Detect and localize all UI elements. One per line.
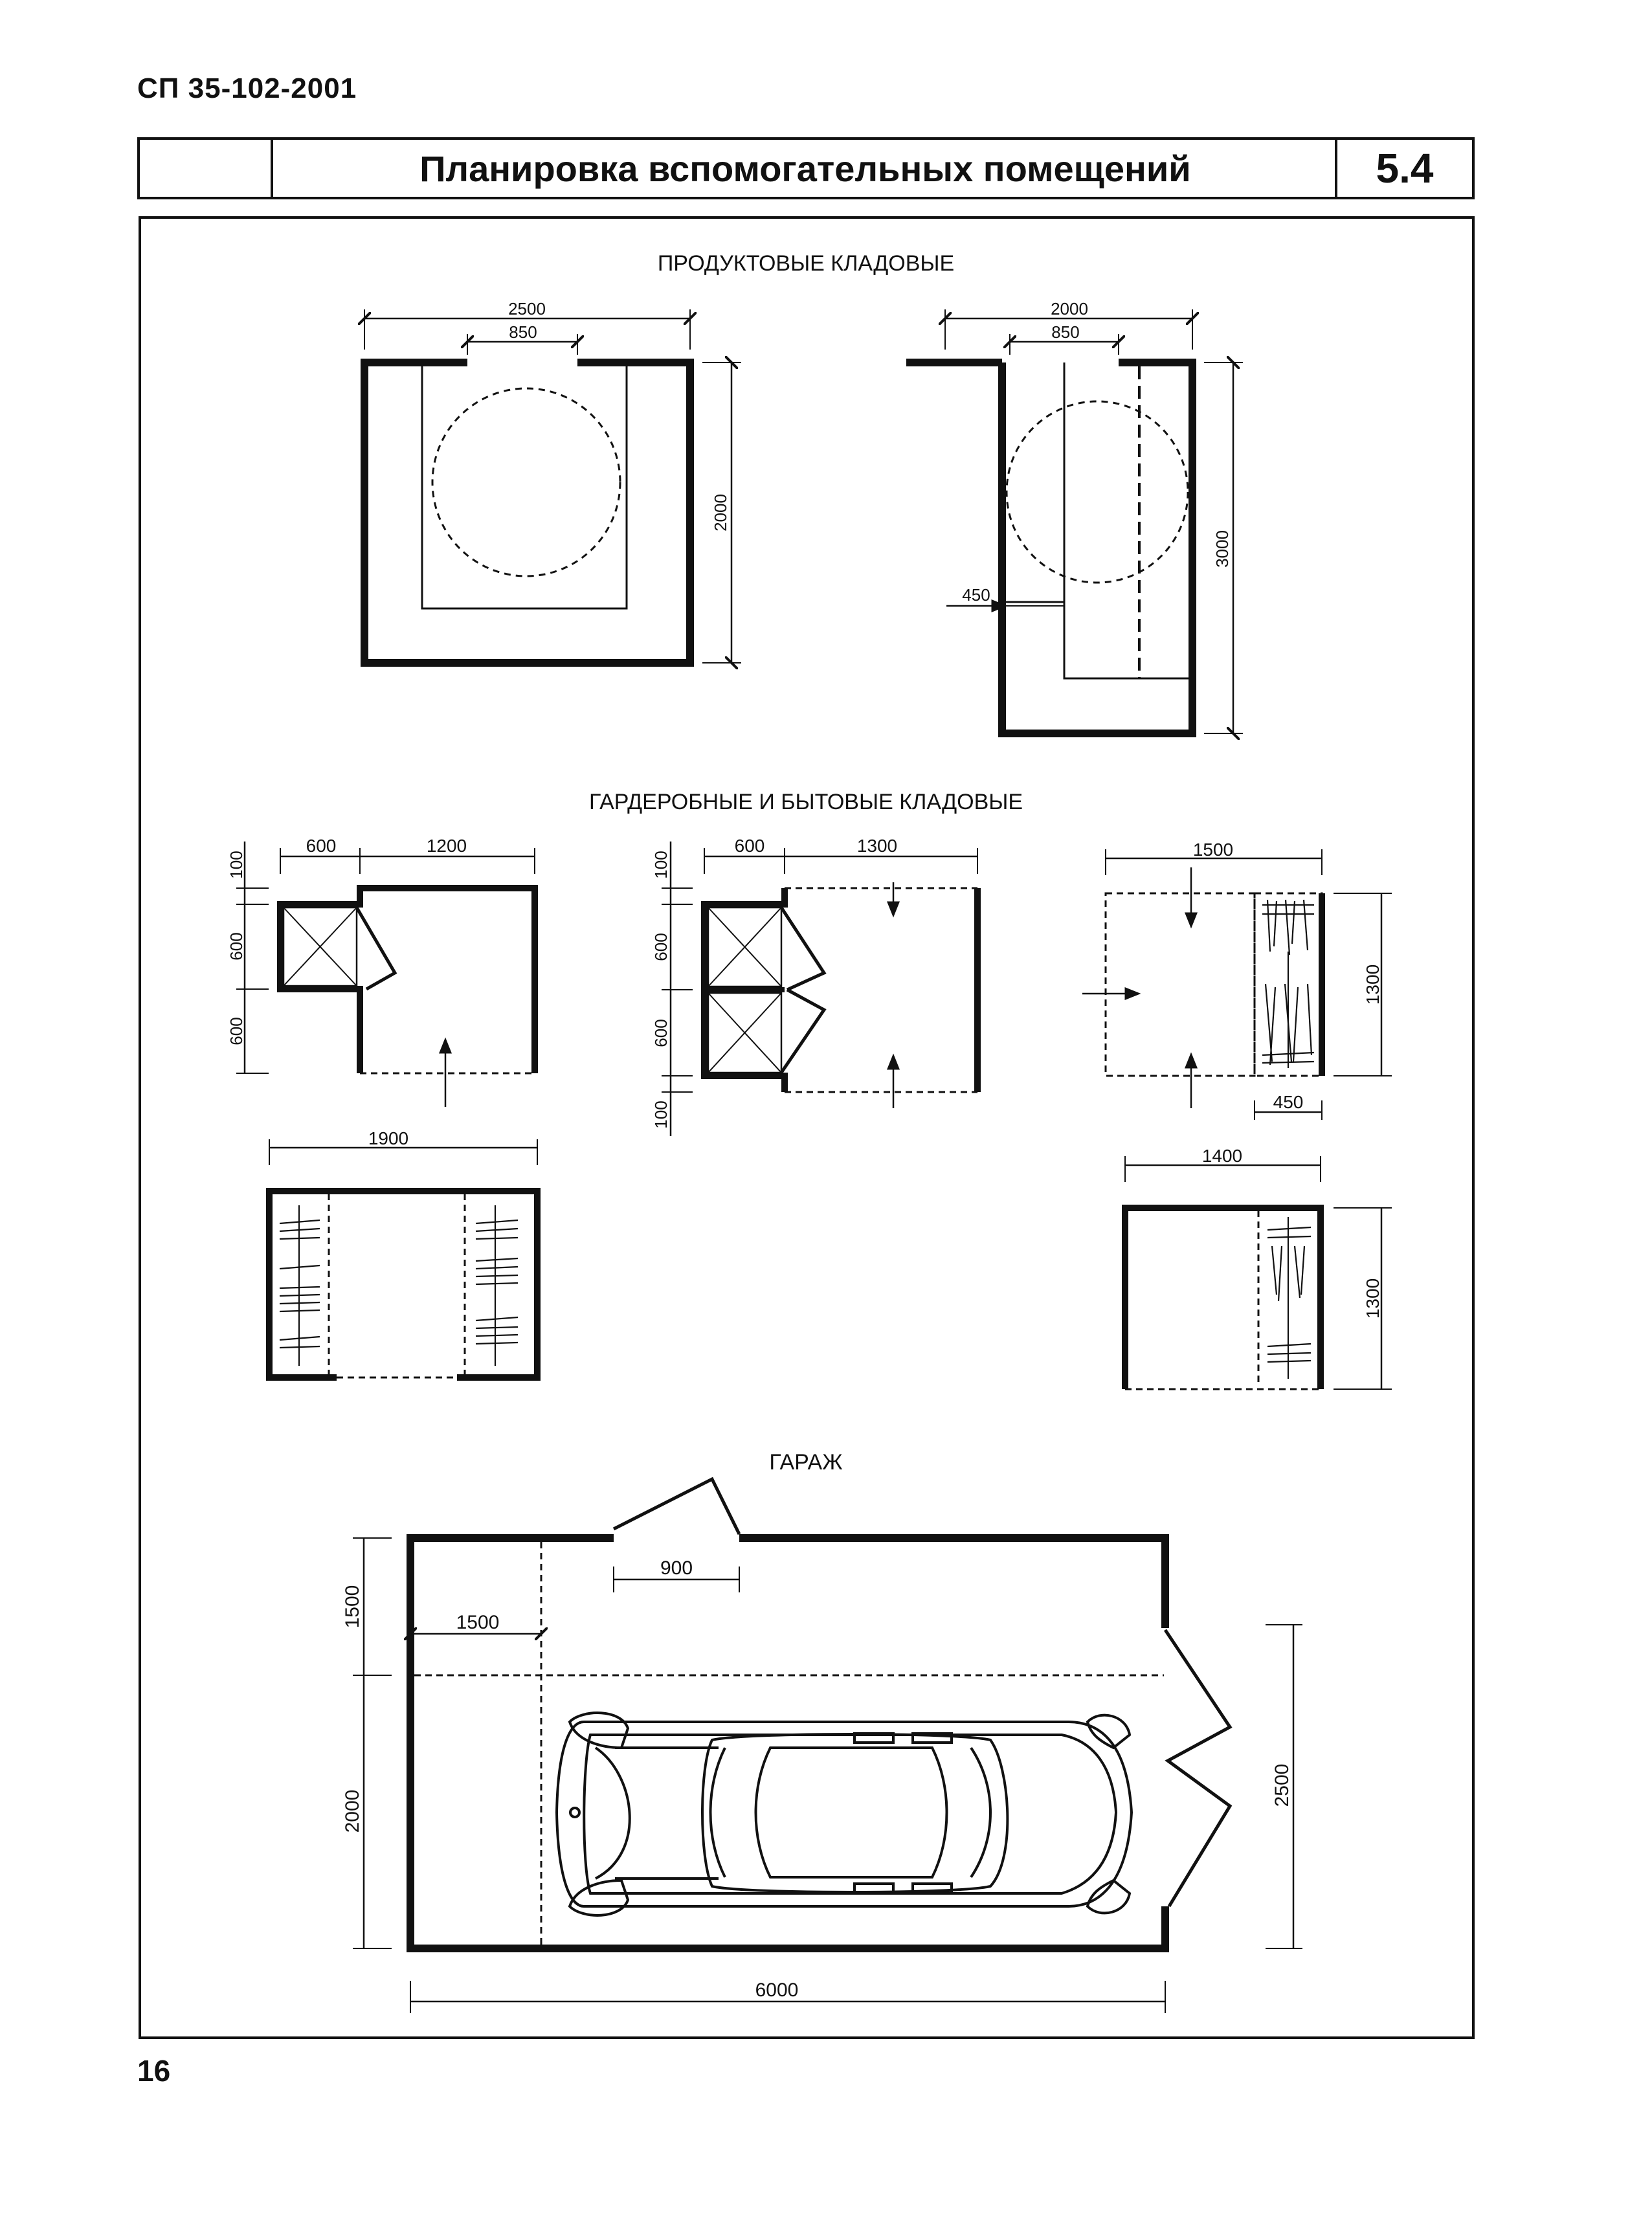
garage-door-label: 900: [660, 1557, 693, 1579]
pantry-b-depth-label: 3000: [1212, 530, 1232, 568]
garage-dimensions: [353, 1538, 1302, 2013]
wardrobe-b-bottom-label: 100: [651, 1100, 671, 1129]
wardrobe-plan-b: [704, 882, 977, 1108]
wardrobe-a-cabinet-label: 600: [306, 836, 337, 856]
pantry-plan-a: [364, 362, 690, 663]
car-icon: [557, 1713, 1132, 1915]
pantry-a-door-label: 850: [509, 322, 537, 342]
pantry-b-dimensions: [945, 309, 1243, 733]
pantry-b-offset-label: 450: [962, 585, 990, 605]
pantry-a-width-label: 2500: [508, 299, 546, 318]
wardrobe-b-top-label: 100: [651, 851, 671, 879]
pantry-a-depth-label: 2000: [711, 494, 730, 531]
garage-title: ГАРАЖ: [769, 1450, 843, 1475]
document-code: СП 35-102-2001: [137, 72, 357, 104]
garage-width-label: 2500: [1271, 1763, 1293, 1807]
pantry-plan-b: [906, 362, 1192, 733]
section-number: 5.4: [1335, 140, 1472, 197]
garage-length-label: 6000: [755, 1979, 799, 2001]
wardrobe-c-rack-label: 450: [1273, 1092, 1304, 1112]
wardrobes-title: ГАРДЕРОБНЫЕ И БЫТОВЫЕ КЛАДОВЫЕ: [588, 790, 1023, 814]
wardrobe-a-room-label: 1200: [426, 836, 467, 856]
garage-aisle-label: 1500: [342, 1585, 363, 1629]
wardrobe-plan-d: [269, 1191, 537, 1377]
wardrobe-a-cell2-label: 600: [227, 1017, 246, 1045]
wardrobe-e-width-label: 1400: [1201, 1146, 1243, 1166]
wardrobe-c-depth-label: 1300: [1363, 964, 1383, 1005]
garage-offset-label: 1500: [456, 1612, 500, 1633]
pantries-title: ПРОДУКТОВЫЕ КЛАДОВЫЕ: [657, 251, 955, 276]
wardrobe-b-cabinet-label: 600: [734, 836, 765, 856]
wardrobe-plan-a: [280, 888, 535, 1107]
pantry-b-width-label: 2000: [1051, 299, 1088, 318]
wardrobe-plan-e: [1125, 1208, 1321, 1389]
wardrobe-a-top-label: 100: [227, 851, 246, 879]
wardrobe-d-width-label: 1900: [368, 1128, 409, 1148]
wardrobe-a-cell1-label: 600: [227, 932, 246, 961]
garage-bay-label: 2000: [342, 1789, 363, 1833]
page-title: Планировка вспомогательных помещений: [419, 148, 1191, 189]
pantry-b-door-label: 850: [1051, 322, 1080, 342]
page-number: 16: [137, 2054, 171, 2088]
wardrobe-b-room-label: 1300: [856, 836, 898, 856]
wardrobe-b-cell1-label: 600: [651, 933, 671, 961]
wardrobe-plan-c: [1082, 867, 1322, 1108]
wardrobe-c-dimensions: [1106, 849, 1392, 1120]
wardrobe-c-width-label: 1500: [1192, 840, 1234, 860]
wardrobe-e-depth-label: 1300: [1363, 1278, 1383, 1319]
wardrobe-b-cell2-label: 600: [651, 1019, 671, 1047]
